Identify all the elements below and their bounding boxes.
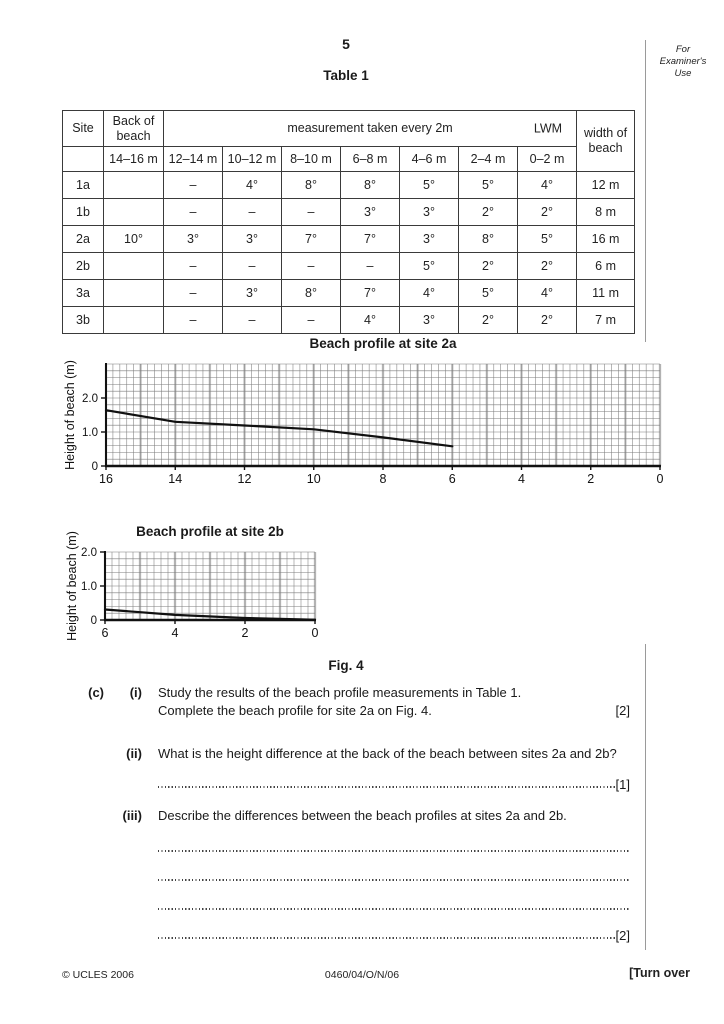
page-footer — [62, 966, 690, 986]
angle-cell: 2° — [459, 307, 518, 334]
angle-cell: 3° — [223, 280, 282, 307]
lwm-label: LWM — [533, 121, 563, 135]
header-back-of-beach: Back of beach — [104, 111, 164, 147]
measurement-label: measurement taken every 2m — [287, 121, 453, 135]
table-row — [63, 199, 635, 226]
width-cell: 11 m — [577, 280, 635, 307]
examiner-column-rule-top — [645, 40, 646, 342]
x-tick-label: 2 — [241, 626, 249, 640]
dotted-answer-line — [158, 908, 630, 910]
angle-cell: 2° — [518, 199, 577, 226]
question-c-i-line1 — [62, 684, 630, 702]
angle-cell: 2° — [518, 307, 577, 334]
site-cell: 1b — [63, 199, 104, 226]
footer-paper-code: 0460/04/O/N/06 — [324, 969, 400, 981]
figure-label: Fig. 4 — [328, 658, 364, 673]
table-row — [63, 280, 635, 307]
angle-cell: 3° — [164, 226, 223, 253]
angle-cell: 2° — [518, 253, 577, 280]
question-c-ii — [62, 745, 630, 763]
part-label-ii: (ii) — [126, 746, 142, 761]
question-c — [62, 684, 630, 942]
site-cell: 2a — [63, 226, 104, 253]
angle-cell: – — [341, 253, 400, 280]
angle-cell: 5° — [459, 280, 518, 307]
question-c-iii — [62, 807, 630, 825]
angle-cell: 8° — [282, 280, 341, 307]
header-measurement — [164, 111, 577, 147]
y-tick-label: 2.0 — [81, 547, 97, 559]
examiner-note-line: Use — [674, 68, 692, 79]
angle-cell — [104, 199, 164, 226]
width-cell: 6 m — [577, 253, 635, 280]
angle-cell: 5° — [400, 253, 459, 280]
width-cell: 7 m — [577, 307, 635, 334]
table-row — [63, 172, 635, 199]
question-text: What is the height difference at the back of the beach between sites 2a and 2b? — [158, 746, 617, 761]
subheader-distance: 10–12 m — [223, 147, 282, 172]
x-tick-label: 16 — [99, 472, 113, 486]
subheader-distance: 14–16 m — [104, 147, 164, 172]
y-tick-label: 0 — [91, 461, 98, 473]
angle-cell: 4° — [518, 172, 577, 199]
beach-profile-chart-2b — [62, 524, 321, 642]
angle-cell: 4° — [341, 307, 400, 334]
angle-cell: – — [164, 280, 223, 307]
footer-copyright: © UCLES 2006 — [62, 969, 134, 981]
subheader-empty — [63, 147, 104, 172]
question-text: Complete the beach profile for site 2a on Fig. 4. — [158, 703, 432, 718]
angle-cell — [104, 172, 164, 199]
angle-cell — [104, 280, 164, 307]
dotted-answer-line — [158, 786, 616, 788]
answer-line — [158, 926, 630, 942]
x-tick-label: 8 — [379, 472, 387, 486]
angle-cell: 3° — [400, 226, 459, 253]
angle-cell: 7° — [341, 280, 400, 307]
table-subheader-row — [63, 147, 635, 172]
y-tick-label: 1.0 — [82, 427, 98, 439]
marks-c-i: [2] — [615, 703, 630, 718]
answer-line — [158, 868, 630, 884]
dotted-answer-line — [158, 850, 630, 852]
chart-title-2b: Beach profile at site 2b — [136, 524, 284, 539]
x-tick-label: 14 — [168, 472, 183, 486]
subheader-distance: 12–14 m — [164, 147, 223, 172]
table-title: Table 1 — [323, 68, 369, 83]
x-tick-label: 0 — [656, 472, 664, 486]
angle-cell: 3° — [400, 307, 459, 334]
subheader-distance: 2–4 m — [459, 147, 518, 172]
angle-cell: 2° — [459, 253, 518, 280]
page-number: 5 — [342, 36, 350, 52]
angle-cell: 3° — [223, 226, 282, 253]
table-header-row — [63, 111, 635, 147]
angle-cell: 7° — [282, 226, 341, 253]
angle-cell: 5° — [400, 172, 459, 199]
width-cell: 16 m — [577, 226, 635, 253]
angle-cell: – — [164, 199, 223, 226]
angle-cell: 2° — [459, 199, 518, 226]
y-axis-label-2a: Height of beach (m) — [63, 360, 77, 470]
beach-profile-chart-2a — [62, 336, 666, 488]
angle-cell: – — [223, 199, 282, 226]
chart-canvas — [62, 358, 666, 488]
angle-cell: 3° — [400, 199, 459, 226]
subheader-distance: 4–6 m — [400, 147, 459, 172]
x-tick-label: 12 — [237, 472, 252, 486]
angle-cell — [104, 307, 164, 334]
angle-cell: – — [223, 253, 282, 280]
angle-cell: 4° — [400, 280, 459, 307]
width-cell: 8 m — [577, 199, 635, 226]
subheader-distance: 8–10 m — [282, 147, 341, 172]
y-axis-label-2b: Height of beach (m) — [65, 531, 79, 641]
angle-cell: 8° — [459, 226, 518, 253]
y-tick-label: 1.0 — [81, 581, 97, 593]
angle-cell: 5° — [459, 172, 518, 199]
angle-cell: 5° — [518, 226, 577, 253]
angle-cell: – — [282, 199, 341, 226]
x-tick-label: 2 — [587, 472, 595, 486]
part-label-i: (i) — [129, 685, 142, 700]
dotted-answer-line — [158, 879, 630, 881]
examiner-column-rule-bottom — [645, 644, 646, 950]
angle-cell: 10° — [104, 226, 164, 253]
angle-cell: 4° — [223, 172, 282, 199]
x-tick-label: 4 — [171, 626, 179, 640]
subheader-distance: 0–2 m — [518, 147, 577, 172]
x-tick-label: 10 — [306, 472, 321, 486]
header-site: Site — [63, 111, 104, 147]
chart-canvas — [62, 546, 321, 642]
site-cell: 3b — [63, 307, 104, 334]
subheader-distance: 6–8 m — [341, 147, 400, 172]
site-cell: 3a — [63, 280, 104, 307]
angle-cell — [104, 253, 164, 280]
x-tick-label: 0 — [311, 626, 319, 640]
examiner-use-note — [648, 44, 718, 80]
angle-cell: 8° — [341, 172, 400, 199]
question-text: Study the results of the beach profile measurements in Table 1. — [158, 685, 522, 700]
answer-line — [158, 897, 630, 913]
chart-title-2a: Beach profile at site 2a — [309, 336, 457, 351]
angle-cell: – — [282, 253, 341, 280]
answer-line — [158, 775, 630, 791]
question-text: Describe the differences between the beach profiles at sites 2a and 2b. — [158, 808, 567, 823]
angle-cell: – — [164, 172, 223, 199]
marks-c-ii: [1] — [615, 777, 630, 792]
angle-cell: – — [223, 307, 282, 334]
table-row — [63, 226, 635, 253]
question-c-i-line2 — [62, 702, 630, 720]
marks-c-iii: [2] — [615, 928, 630, 943]
site-cell: 1a — [63, 172, 104, 199]
angle-cell: 8° — [282, 172, 341, 199]
table-row — [63, 307, 635, 334]
x-tick-label: 6 — [101, 626, 109, 640]
angle-cell: 3° — [341, 199, 400, 226]
header-width-of-beach: width of beach — [577, 111, 635, 172]
beach-measurements-table — [62, 110, 635, 334]
part-label-iii: (iii) — [122, 808, 142, 823]
answer-line — [158, 839, 630, 855]
y-tick-label: 0 — [90, 615, 97, 627]
angle-cell: 4° — [518, 280, 577, 307]
x-tick-label: 6 — [448, 472, 456, 486]
examiner-note-line: Examiner's — [659, 56, 707, 67]
y-tick-label: 2.0 — [82, 393, 98, 405]
angle-cell: 7° — [341, 226, 400, 253]
footer-turn-over: [Turn over — [629, 966, 690, 980]
dotted-answer-line — [158, 937, 616, 939]
x-tick-label: 4 — [518, 472, 525, 486]
angle-cell: – — [282, 307, 341, 334]
angle-cell: – — [164, 307, 223, 334]
angle-cell: – — [164, 253, 223, 280]
site-cell: 2b — [63, 253, 104, 280]
width-cell: 12 m — [577, 172, 635, 199]
part-label-c: (c) — [88, 685, 104, 700]
table-row — [63, 253, 635, 280]
examiner-note-line: For — [675, 44, 691, 55]
